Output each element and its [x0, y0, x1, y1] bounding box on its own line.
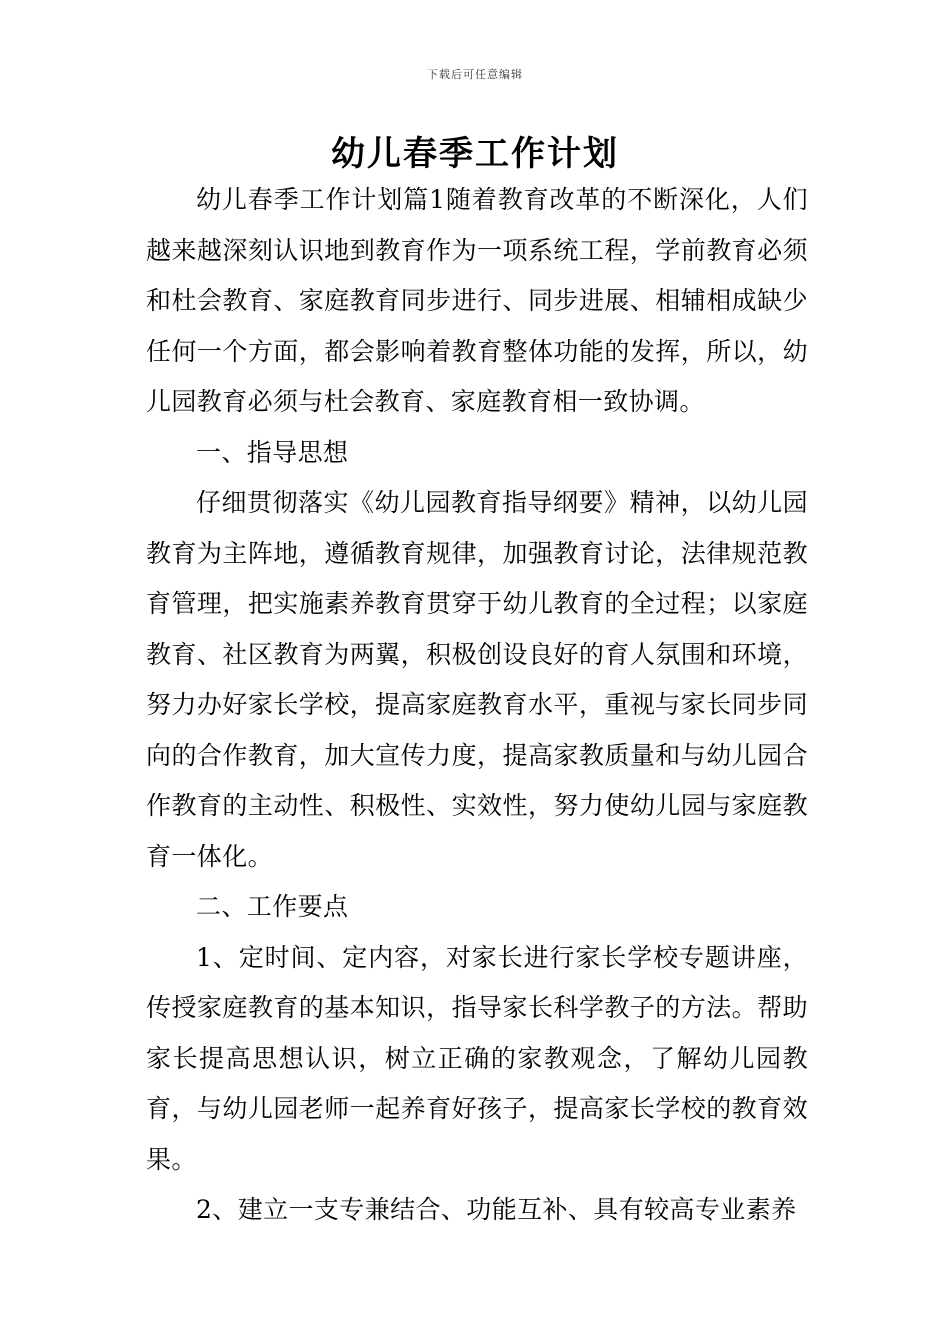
guiding-ideology-paragraph: 仔细贯彻落实《幼儿园教育指导纲要》精神，以幼儿园教育为主阵地，遵循教育规律，加强教育讨论，法律规范教育管理，把实施素养教育贯穿于幼儿教育的全过程；以家庭教育、社区教育为两翼，积极创设良好的育人氛围和环境，努力办好家长学校，提高家庭教育水平，重视与家长同步同向的合作教育，加大宣传力度，提高家教质量和与幼儿园合作教育的主动性、积极性、实效性，努力使幼儿园与家庭教育一体化。 — [146, 488, 808, 871]
section-heading-work-points: 二、工作要点 — [196, 892, 349, 921]
header-note: 下载后可任意编辑 — [427, 68, 523, 81]
work-point-1-paragraph: 1、定时间、定内容，对家长进行家长学校专题讲座，传授家庭教育的基本知识，指导家长科学教子的方法。帮助家长提高思想认识，树立正确的家教观念，了解幼儿园教育，与幼儿园老师一起养育好孩子，提高家长学校的教育效果。 — [146, 942, 808, 1174]
document-title: 幼儿春季工作计划 — [331, 134, 619, 174]
work-point-2-paragraph: 2、建立一支专兼结合、功能互补、具有较高专业素养 — [196, 1195, 797, 1224]
intro-paragraph: 幼儿春季工作计划篇1随着教育改革的不断深化，人们越来越深刻认识地到教育作为一项系统工程，学前教育必须和杜会教育、家庭教育同步进行、同步进展、相辅相成缺少任何一个方面，都会影响着教育整体功能的发挥，所以，幼儿园教育必须与杜会教育、家庭教育相一致协调。 — [146, 185, 808, 416]
section-heading-guiding-ideology: 一、指导思想 — [196, 437, 349, 467]
document-body — [146, 175, 808, 1236]
